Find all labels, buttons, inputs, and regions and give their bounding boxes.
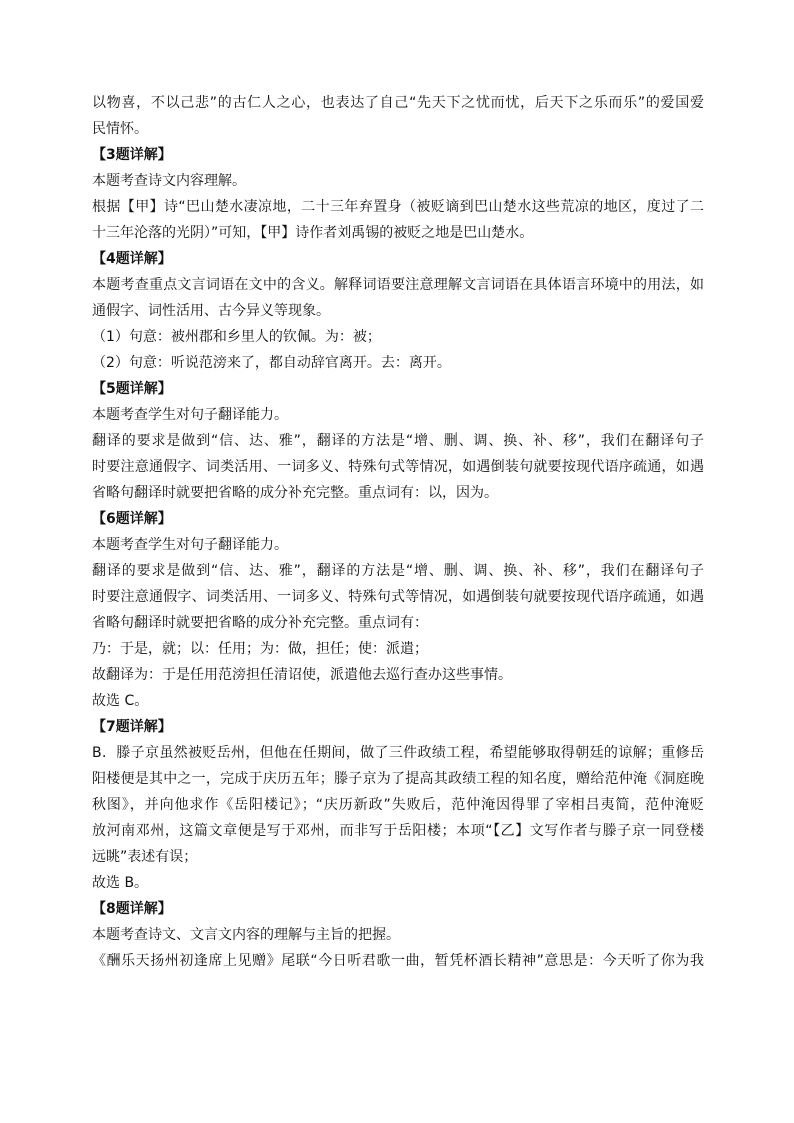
section-heading: 【7题详解】 xyxy=(92,719,172,735)
text-line: 故选 B。 xyxy=(92,875,149,891)
text-line: 时要注意通假字、词类活用、一词多义、特殊句式等情况，如遇倒装句就要按现代语序疏通，如遇 xyxy=(92,589,704,605)
text-line: 通假字、词性活用、古今异义等现象。 xyxy=(92,303,330,319)
section-heading: 【4题详解】 xyxy=(92,251,172,267)
text-line: 根据【甲】诗“巴山楚水凄凉地，二十三年弃置身（被贬谪到巴山楚水这些荒凉的地区，度过了二 xyxy=(92,199,704,215)
text-line: 远眺”表述有误； xyxy=(92,849,198,865)
text-line: 本题考查学生对句子翻译能力。 xyxy=(92,537,288,553)
text-line: 秋图》，并向他求作《岳阳楼记》；“庆历新政”失败后，范仲淹因得罪了宰相吕夷简，范仲淹贬 xyxy=(92,797,704,813)
text-line: 本题考查重点文言词语在文中的含义。解释词语要注意理解文言词语在具体语言环境中的用法，如 xyxy=(92,277,704,293)
text-line: 以物喜，不以己悲”的古仁人之心，也表达了自己“先天下之忧而忧，后天下之乐而乐”的爱国爱 xyxy=(92,95,704,111)
text-line: 《酬乐天扬州初逢席上见赠》尾联“今日听君歌一曲，暂凭杯酒长精神”意思是：今天听了你为我 xyxy=(92,953,704,969)
section-heading: 【6题详解】 xyxy=(92,511,172,527)
text-line: 民情怀。 xyxy=(92,121,148,137)
text-line: 放河南邓州，这篇文章便是写于邓州，而非写于岳阳楼；本项“【乙】文写作者与滕子京一同登楼 xyxy=(92,823,704,839)
section-heading: 【8题详解】 xyxy=(92,901,172,917)
text-line: 时要注意通假字、词类活用、一词多义、特殊句式等情况，如遇倒装句就要按现代语序疏通，如遇 xyxy=(92,459,704,475)
document-page xyxy=(92,90,704,974)
text-line: 本题考查学生对句子翻译能力。 xyxy=(92,407,288,423)
text-line: 本题考查诗文内容理解。 xyxy=(92,173,246,189)
text-line: 十三年沦落的光阴）”可知，【甲】诗作者刘禹锡的被贬之地是巴山楚水。 xyxy=(92,225,534,241)
text-line: （1）句意：被州郡和乡里人的钦佩。为：被； xyxy=(92,329,381,345)
text-line: 翻译的要求是做到“信、达、雅”，翻译的方法是“增、删、调、换、补、移”，我们在翻译句子 xyxy=(92,563,704,579)
text-line: 省略句翻译时就要把省略的成分补充完整。重点词有： xyxy=(92,615,428,631)
text-line: （2）句意：听说范滂来了，都自动辞官离开。去：离开。 xyxy=(92,355,451,371)
text-line: 乃：于是，就；以：任用；为：做，担任；使：派遣； xyxy=(92,641,428,657)
section-heading: 【5题详解】 xyxy=(92,381,172,397)
text-line: B．滕子京虽然被贬岳州，但他在任期间，做了三件政绩工程，希望能够取得朝廷的谅解；重修岳 xyxy=(92,745,704,761)
text-line: 故选 C。 xyxy=(92,693,149,709)
text-line: 故翻译为：于是任用范滂担任清诏使，派遣他去巡行查办这些事情。 xyxy=(92,667,512,683)
text-line: 阳楼便是其中之一，完成于庆历五年；滕子京为了提高其政绩工程的知名度，赠给范仲淹《洞庭晚 xyxy=(92,771,704,787)
text-line: 省略句翻译时就要把省略的成分补充完整。重点词有：以，因为。 xyxy=(92,485,498,501)
text-line: 翻译的要求是做到“信、达、雅”，翻译的方法是“增、删、调、换、补、移”，我们在翻译句子 xyxy=(92,433,704,449)
text-line: 本题考查诗文、文言文内容的理解与主旨的把握。 xyxy=(92,927,400,943)
section-heading: 【3题详解】 xyxy=(92,147,172,163)
